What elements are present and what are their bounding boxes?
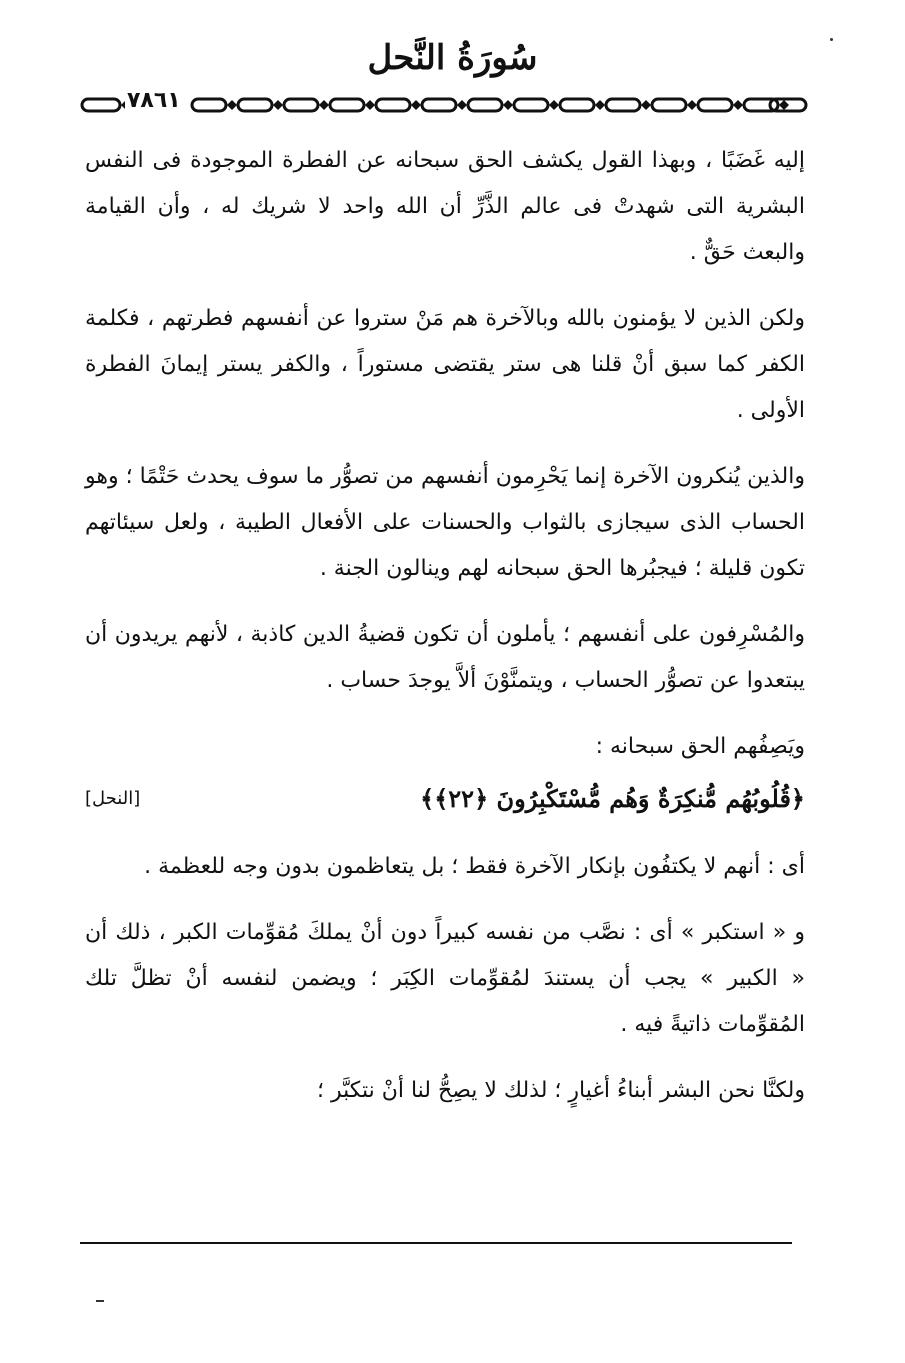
border-diamond	[227, 100, 237, 110]
quran-verse-row	[85, 776, 805, 826]
footer-rule	[80, 1242, 792, 1244]
border-link	[514, 99, 548, 111]
border-link	[468, 99, 502, 111]
paragraph: ويَصِفُهم الحق سبحانه :	[595, 734, 805, 759]
paragraph: أى : أنهم لا يكتفُون بإنكار الآخرة فقط ؛ بل يتعاظمون بدون وجه للعظمة .	[144, 854, 805, 879]
border-diamond	[411, 100, 421, 110]
paragraph: والذين يُنكرون الآخرة إنما يَحْرِمون أنفسهم من تصوُّر ما سوف يحدث حَتْمًا ؛ وهو الحساب الذى سيجازى بالثواب والحسنات على الأفعال الطيبة ، ولعل سيئاتهم تكون قليلة ؛ فيجبُرها الحق سبحانه لهم وينالون الجنة .	[85, 464, 805, 581]
decorative-header-border	[80, 92, 810, 118]
paragraph: والمُسْرِفون على أنفسهم ؛ يأملون أن تكون قضيةُ الدين كاذبة ، لأنهم يريدون أن يبتعدوا عن تصوُّر الحساب ، ويتمنَّوْنَ ألاَّ يوجدَ حساب .	[85, 622, 805, 693]
border-link	[330, 99, 364, 111]
border-diamond	[503, 100, 513, 110]
border-diamond	[319, 100, 329, 110]
border-diamond	[273, 100, 283, 110]
scan-mark	[96, 1300, 104, 1302]
page-body	[85, 138, 805, 1134]
border-diamond	[641, 100, 651, 110]
border-link	[652, 99, 686, 111]
border-link	[560, 99, 594, 111]
page-number: ٧٨٦١	[127, 88, 181, 113]
border-diamond	[733, 100, 743, 110]
verse-reference: [النحل]	[85, 788, 141, 809]
border-link	[422, 99, 456, 111]
paragraph: إليه غَضَبًا ، وبهذا القول يكشف الحق سبحانه عن الفطرة الموجودة فى النفس البشرية التى شهدتْ فى عالم الذَّرِّ أن الله واحد لا شريك له ، وأن القيامة والبعث حَقٌّ .	[85, 148, 805, 265]
border-diamond	[595, 100, 605, 110]
border-diamond	[457, 100, 467, 110]
border-diamond	[687, 100, 697, 110]
border-diamond	[779, 100, 789, 110]
border-link	[284, 99, 318, 111]
border-link	[606, 99, 640, 111]
paragraph: و « استكبر » أى : نصَّب من نفسه كبيراً دون أنْ يملكَ مُقوِّمات الكبر ، ذلك أن « الكبير » يجب أن يستندَ لمُقوِّمات الكِبَر ؛ ويضمن لنفسه أنْ تظلَّ تلك المُقوِّمات ذاتيةً فيه .	[85, 920, 805, 1037]
border-link	[376, 99, 410, 111]
border-link	[82, 99, 120, 111]
border-link	[238, 99, 272, 111]
quran-verse: ﴿قُلُوبُهُم مُّنكِرَةٌ وَهُم مُّسْتَكْبِرُونَ ﴿٢٢﴾﴾	[420, 784, 805, 813]
border-diamond	[365, 100, 375, 110]
border-link	[698, 99, 732, 111]
paragraph: ولكن الذين لا يؤمنون بالله وبالآخرة هم مَنْ ستروا عن أنفسهم فطرتهم ، فكلمة الكفر كما سبق أنْ قلنا هى ستر يقتضى مستوراً ، والكفر يستر إيمانَ الفطرة الأولى .	[85, 306, 805, 423]
border-diamond	[549, 100, 559, 110]
surah-title: سُورَةُ النَّحل	[367, 38, 538, 78]
border-link	[192, 99, 226, 111]
paragraph: ولكنَّا نحن البشر أبناءُ أغيارٍ ؛ لذلك لا يصِحُّ لنا أنْ نتكبَّر ؛	[317, 1078, 805, 1103]
